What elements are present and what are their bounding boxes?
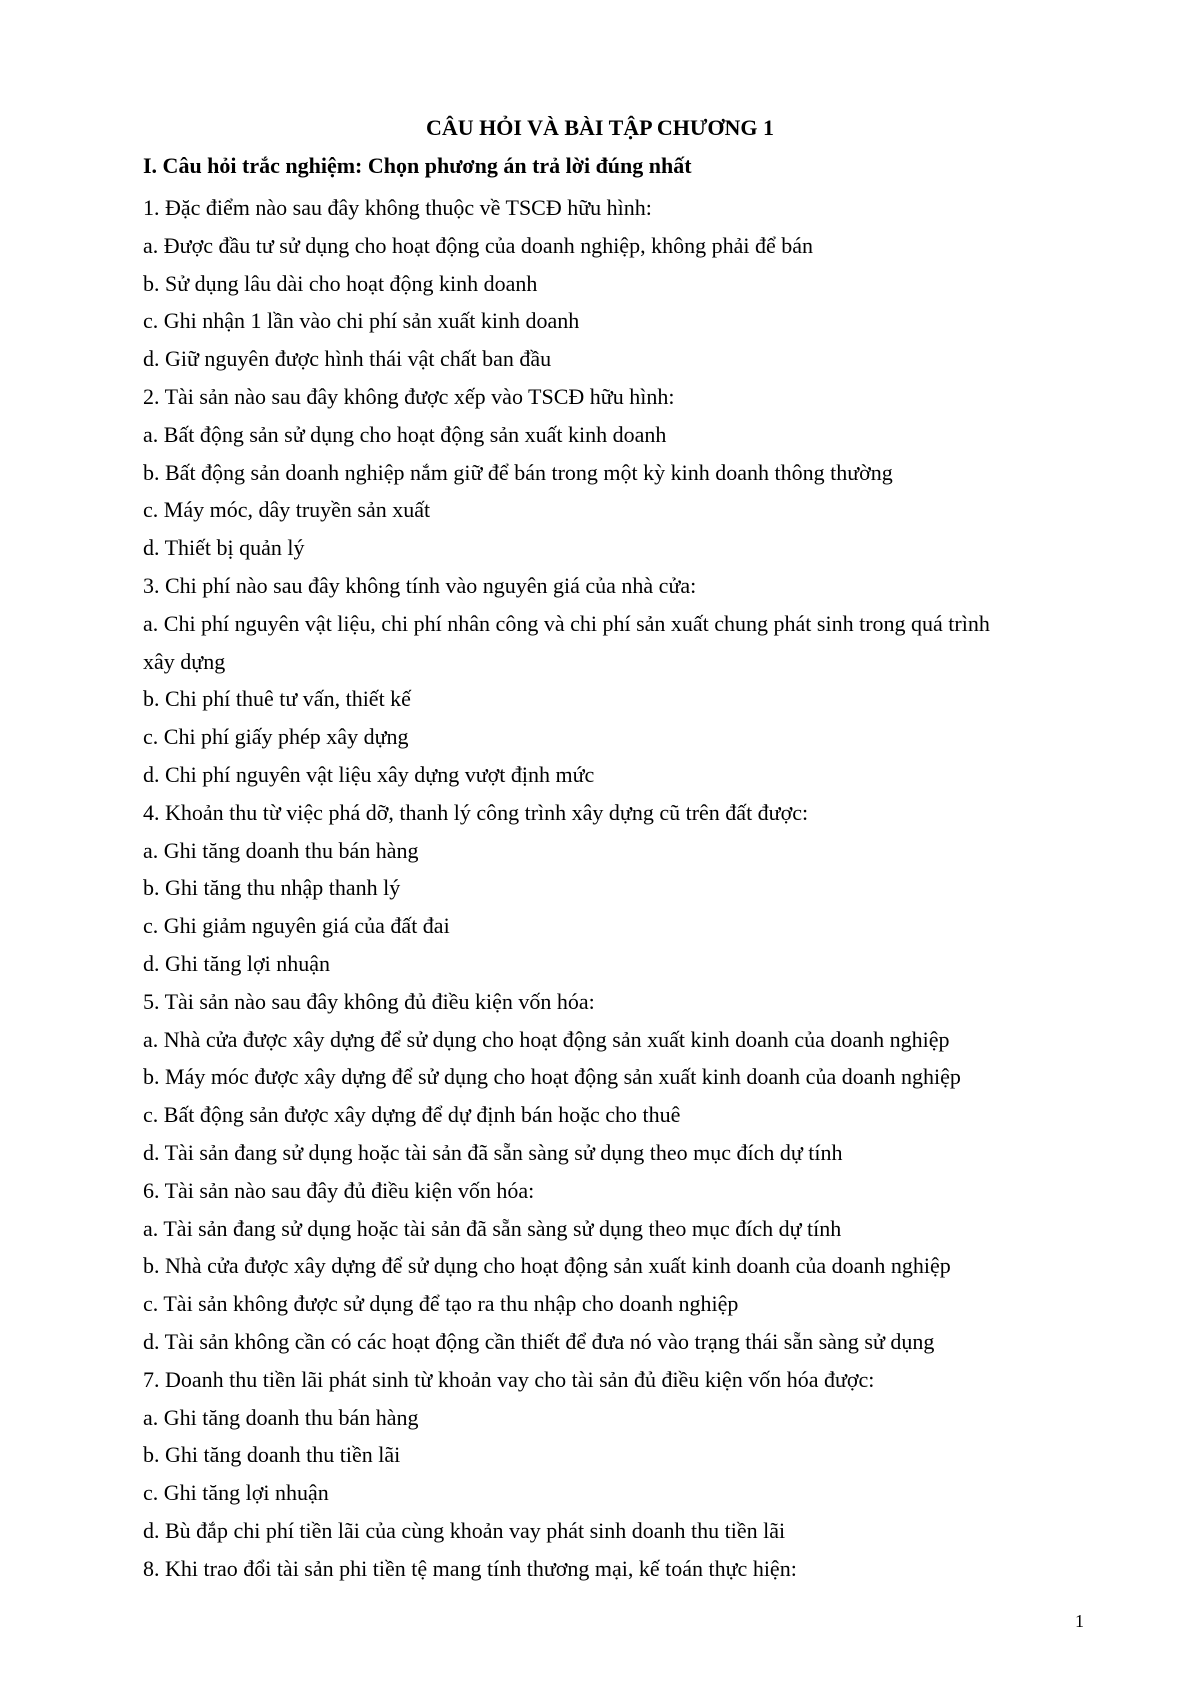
answer-line: b. Sử dụng lâu dài cho hoạt động kinh doanh: [143, 270, 538, 296]
answer-line: a. Ghi tăng doanh thu bán hàng: [143, 1404, 419, 1430]
answer-line: d. Thiết bị quản lý: [143, 535, 305, 561]
answer-line: c. Ghi tăng lợi nhuận: [143, 1480, 329, 1506]
answer-line-continued: xây dựng: [143, 648, 226, 674]
answer-line: c. Ghi nhận 1 lần vào chi phí sản xuất kinh doanh: [143, 308, 580, 334]
section-heading: I. Câu hỏi trắc nghiệm: Chọn phương án trả lời đúng nhất: [143, 153, 692, 178]
answer-line: a. Nhà cửa được xây dựng để sử dụng cho hoạt động sản xuất kinh doanh của doanh nghiệp: [143, 1026, 950, 1052]
answer-line: d. Chi phí nguyên vật liệu xây dựng vượt định mức: [143, 761, 595, 787]
answer-line: b. Ghi tăng doanh thu tiền lãi: [143, 1442, 401, 1468]
answer-line: b. Máy móc được xây dựng để sử dụng cho hoạt động sản xuất kinh doanh của doanh nghiệp: [143, 1064, 961, 1090]
answer-line: b. Ghi tăng thu nhập thanh lý: [143, 875, 401, 901]
answer-line: d. Tài sản không cần có các hoạt động cần thiết để đưa nó vào trạng thái sẵn sàng sử dụng: [143, 1328, 935, 1354]
question-line: 6. Tài sản nào sau đây đủ điều kiện vốn hóa:: [143, 1177, 535, 1203]
question-line: 4. Khoản thu từ việc phá dỡ, thanh lý công trình xây dựng cũ trên đất được:: [143, 799, 809, 825]
answer-line: a. Ghi tăng doanh thu bán hàng: [143, 837, 419, 863]
answer-line: d. Giữ nguyên được hình thái vật chất ban đầu: [143, 346, 552, 372]
answer-line: c. Máy móc, dây truyền sản xuất: [143, 497, 431, 523]
answer-line: a. Chi phí nguyên vật liệu, chi phí nhân công và chi phí sản xuất chung phát sinh trong quá trình: [143, 610, 990, 636]
answer-line: c. Ghi giảm nguyên giá của đất đai: [143, 913, 450, 939]
question-list: [143, 189, 1103, 1587]
answer-line: c. Chi phí giấy phép xây dựng: [143, 724, 409, 750]
answer-line: c. Tài sản không được sử dụng để tạo ra thu nhập cho doanh nghiệp: [143, 1291, 739, 1317]
answer-line: b. Chi phí thuê tư vấn, thiết kế: [143, 686, 411, 712]
answer-line: b. Bất động sản doanh nghiệp nắm giữ để bán trong một kỳ kinh doanh thông thường: [143, 459, 893, 485]
question-line: 3. Chi phí nào sau đây không tính vào nguyên giá của nhà cửa:: [143, 572, 697, 598]
question-line: 2. Tài sản nào sau đây không được xếp vào TSCĐ hữu hình:: [143, 383, 675, 409]
answer-line: d. Bù đắp chi phí tiền lãi của cùng khoản vay phát sinh doanh thu tiền lãi: [143, 1517, 786, 1543]
question-line: 1. Đặc điểm nào sau đây không thuộc về TSCĐ hữu hình:: [143, 195, 652, 220]
question-line: 8. Khi trao đổi tài sản phi tiền tệ mang tính thương mại, kế toán thực hiện:: [143, 1555, 797, 1581]
question-line: 7. Doanh thu tiền lãi phát sinh từ khoản vay cho tài sản đủ điều kiện vốn hóa được:: [143, 1366, 875, 1392]
answer-line: d. Ghi tăng lợi nhuận: [143, 950, 330, 976]
answer-line: a. Được đầu tư sử dụng cho hoạt động của doanh nghiệp, không phải để bán: [143, 232, 813, 258]
document-title: CÂU HỎI VÀ BÀI TẬP CHƯƠNG 1: [426, 115, 774, 140]
question-line: 5. Tài sản nào sau đây không đủ điều kiện vốn hóa:: [143, 988, 595, 1014]
answer-line: b. Nhà cửa được xây dựng để sử dụng cho hoạt động sản xuất kinh doanh của doanh nghiệp: [143, 1253, 951, 1279]
answer-line: c. Bất động sản được xây dựng để dự định bán hoặc cho thuê: [143, 1102, 681, 1128]
answer-line: a. Bất động sản sử dụng cho hoạt động sản xuất kinh doanh: [143, 421, 667, 447]
answer-line: d. Tài sản đang sử dụng hoặc tài sản đã sẵn sàng sử dụng theo mục đích dự tính: [143, 1139, 843, 1165]
answer-line: a. Tài sản đang sử dụng hoặc tài sản đã sẵn sàng sử dụng theo mục đích dự tính: [143, 1215, 842, 1241]
page-number: 1: [1075, 1611, 1084, 1631]
